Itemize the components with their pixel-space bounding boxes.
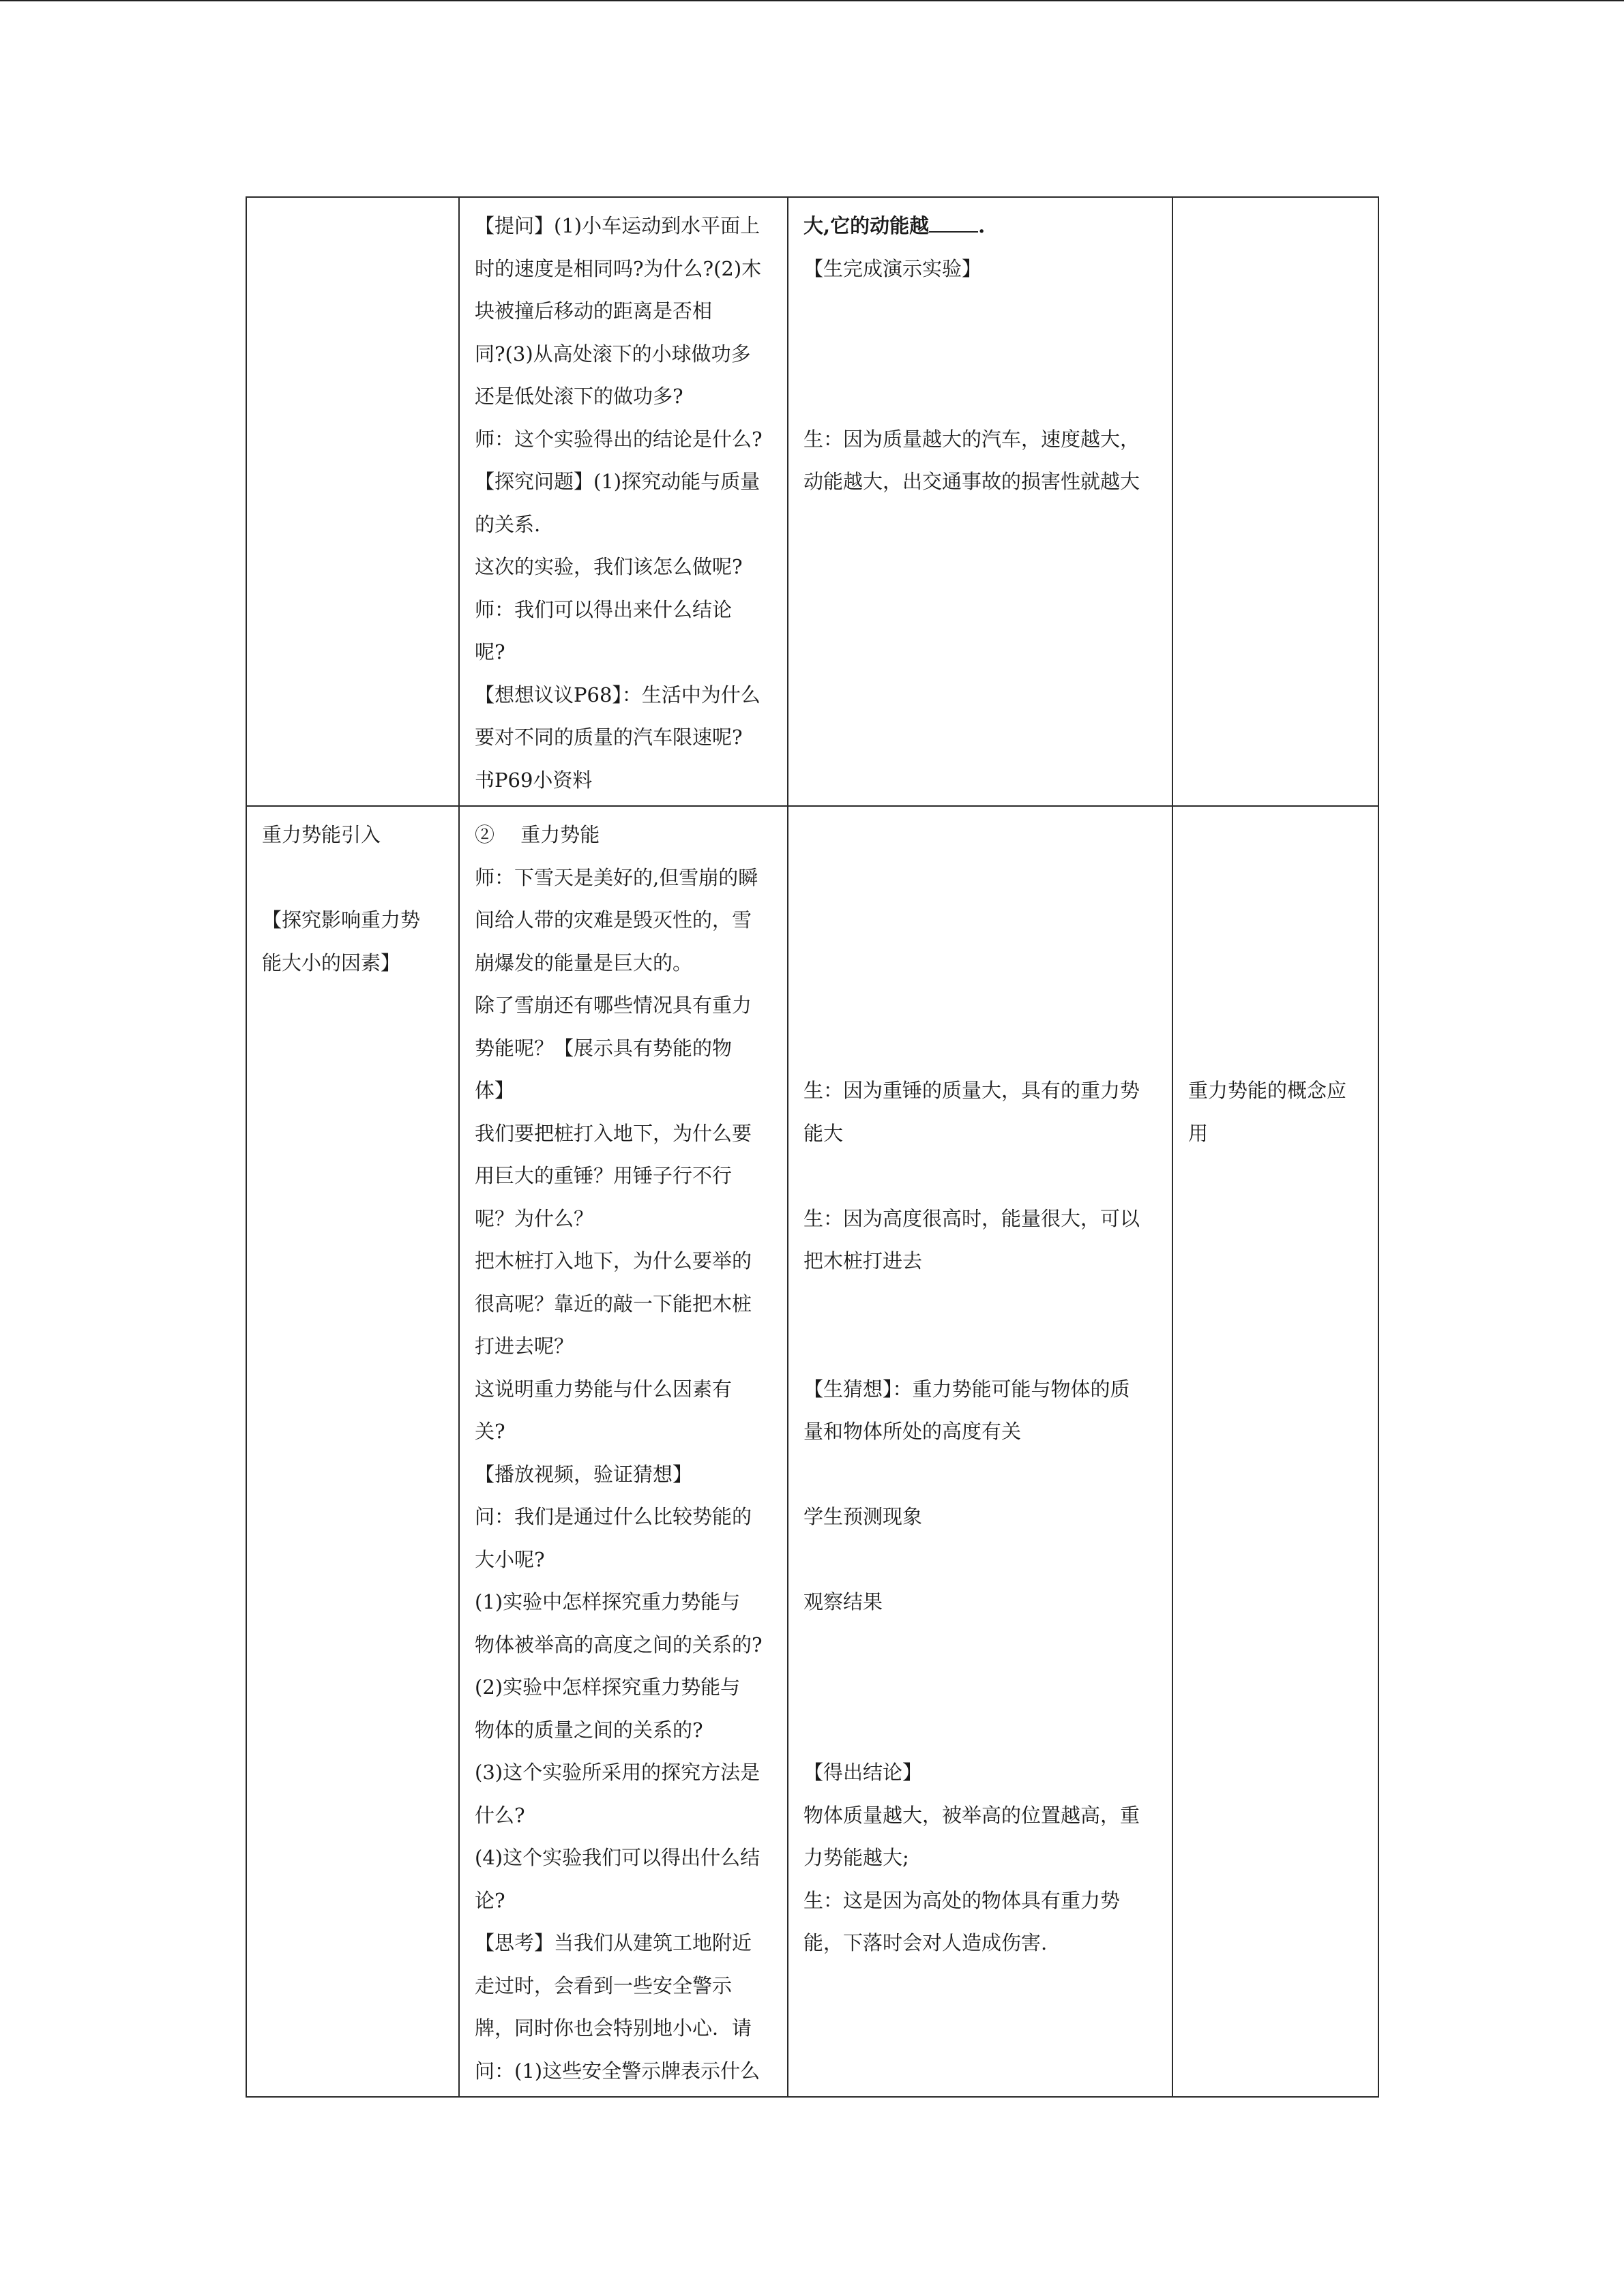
text-line: 【提问】(1)小车运动到水平面上 — [475, 214, 761, 237]
text-line: 打进去呢？ — [475, 1335, 574, 1358]
spacer — [803, 814, 1157, 856]
text-line: 能，下落时会对人造成伤害. — [803, 1931, 1048, 1954]
text-line: 生：因为质量越大的汽车，速度越大， — [803, 427, 1140, 451]
text-line: 势能呢？【展示具有势能的物 — [475, 1036, 733, 1060]
lesson-plan-table — [246, 196, 1379, 2098]
row2-intent-cell — [1172, 806, 1378, 2097]
text-line: 的关系. — [475, 512, 541, 536]
text-line: 动能越大，出交通事故的损害性就越大 — [803, 470, 1140, 493]
text-line: 问：我们是通过什么比较势能的 — [475, 1505, 752, 1528]
spacer — [803, 1709, 1157, 1752]
spacer — [262, 856, 443, 899]
text-line: 这次的实验，我们该怎么做呢? — [475, 555, 743, 578]
table-row — [246, 806, 1378, 2097]
text-line: 用巨大的重锤？用锤子行不行 — [475, 1164, 733, 1187]
text-line: 量和物体所处的高度有关 — [803, 1420, 1022, 1443]
text-line: ② 重力势能 — [475, 823, 600, 846]
text-line: 重力势能引入 — [262, 823, 381, 846]
row1-stage-cell — [246, 197, 459, 806]
text-line: 观察结果 — [803, 1590, 883, 1613]
text-line: 把木桩打入地下，为什么要举的 — [475, 1249, 752, 1272]
text-line: 用 — [1188, 1121, 1209, 1145]
text-line: 崩爆发的能量是巨大的。 — [475, 951, 693, 974]
text-line: 能大小的因素】 — [262, 951, 401, 974]
fill-in-line — [803, 205, 1157, 248]
spacer — [803, 1538, 1157, 1581]
text-line: 除了雪崩还有哪些情况具有重力 — [475, 994, 752, 1017]
text-line: 师：我们可以得出来什么结论 — [475, 597, 733, 621]
row1-teacher-activity-cell — [459, 197, 788, 806]
text-line: 同?(3)从高处滚下的小球做功多 — [475, 342, 751, 366]
text-line: (2)实验中怎样探究重力势能与 — [475, 1675, 741, 1699]
spacer — [1188, 984, 1363, 1027]
spacer — [803, 1154, 1157, 1197]
spacer — [803, 1027, 1157, 1070]
text-line: 【探究问题】(1)探究动能与质量 — [475, 470, 761, 493]
spacer — [803, 1624, 1157, 1667]
text-line: 师：这个实验得出的结论是什么? — [475, 427, 763, 451]
spacer — [803, 942, 1157, 985]
spacer — [1188, 1027, 1363, 1070]
text-line: 【探究影响重力势 — [262, 908, 421, 931]
text-line: 【生猜想】：重力势能可能与物体的质 — [803, 1377, 1130, 1401]
row2-student-activity-cell — [788, 806, 1172, 2097]
text-line: 这说明重力势能与什么因素有 — [475, 1377, 733, 1401]
text-line: 生：这是因为高处的物体具有重力势 — [803, 1888, 1121, 1912]
text-line: 【想想议议P68】：生活中为什么 — [475, 683, 761, 706]
spacer — [1188, 899, 1363, 942]
text-line: 学生预测现象 — [803, 1505, 923, 1528]
text-line: (1)实验中怎样探究重力势能与 — [475, 1590, 741, 1613]
text-line: 块被撞后移动的距离是否相 — [475, 299, 713, 323]
text-line: 体】 — [475, 1079, 515, 1102]
text-line: 时的速度是相同吗?为什么?(2)木 — [475, 256, 762, 280]
text-line: 重力势能的概念应 — [1188, 1079, 1347, 1102]
spacer — [1188, 814, 1363, 856]
text-line: (4)这个实验我们可以得出什么结 — [475, 1846, 761, 1869]
text-line: 呢？为什么？ — [475, 1206, 594, 1230]
text-line: 大小呢? — [475, 1547, 545, 1571]
text-line: 能大 — [803, 1121, 844, 1145]
spacer — [1188, 942, 1363, 985]
text-line: 【生完成演示实验】 — [803, 256, 982, 280]
fill-in-text: 大,它的动能越 — [803, 214, 930, 237]
text-line: 走过时，会看到一些安全警示 — [475, 1973, 733, 1997]
spacer — [803, 375, 1157, 418]
text-line: 【得出结论】 — [803, 1761, 923, 1784]
spacer — [803, 333, 1157, 376]
text-line: 物体的质量之间的关系的? — [475, 1718, 703, 1742]
spacer — [803, 1666, 1157, 1709]
table-row — [246, 197, 1378, 806]
text-line: 还是低处滚下的做功多? — [475, 385, 683, 408]
spacer — [1188, 856, 1363, 899]
text-line: 力势能越大; — [803, 1846, 909, 1869]
row2-stage-cell — [246, 806, 459, 2097]
spacer — [803, 899, 1157, 942]
text-line: 要对不同的质量的汽车限速呢? — [475, 726, 743, 749]
spacer — [803, 1283, 1157, 1326]
fill-in-blank — [929, 215, 978, 233]
text-line: 论? — [475, 1888, 505, 1912]
spacer — [803, 1453, 1157, 1496]
text-line: 【思考】当我们从建筑工地附近 — [475, 1931, 752, 1954]
text-line: 书P69小资料 — [475, 768, 593, 792]
text-line: 什么? — [475, 1803, 525, 1827]
row1-intent-cell — [1172, 197, 1378, 806]
spacer — [803, 984, 1157, 1027]
spacer — [803, 856, 1157, 899]
text-line: 把木桩打进去 — [803, 1249, 923, 1272]
top-border-line — [0, 0, 1624, 1]
text-line: 物体质量越大，被举高的位置越高，重 — [803, 1803, 1140, 1827]
text-line: 我们要把桩打入地下，为什么要 — [475, 1121, 752, 1145]
spacer — [803, 290, 1157, 333]
row1-student-activity-cell — [788, 197, 1172, 806]
text-line: 很高呢？靠近的敲一下能把木桩 — [475, 1292, 752, 1315]
text-line: 物体被举高的高度之间的关系的? — [475, 1632, 763, 1656]
text-line: 生：因为高度很高时，能量很大，可以 — [803, 1206, 1140, 1230]
text-line: (3)这个实验所采用的探究方法是 — [475, 1761, 761, 1784]
text-line: 关? — [475, 1420, 505, 1443]
text-line: 间给人带的灾难是毁灭性的，雪 — [475, 908, 752, 931]
text-line: 问：(1)这些安全警示牌表示什么 — [475, 2059, 761, 2083]
text-line: 师：下雪天是美好的,但雪崩的瞬 — [475, 865, 758, 889]
row2-teacher-activity-cell — [459, 806, 788, 2097]
text-line: 牌，同时你也会特别地小心．请 — [475, 2016, 752, 2040]
fill-in-period: . — [978, 214, 986, 237]
spacer — [803, 1325, 1157, 1368]
text-line: 呢? — [475, 640, 505, 664]
text-line: 【播放视频，验证猜想】 — [475, 1462, 693, 1486]
text-line: 生：因为重锤的质量大，具有的重力势 — [803, 1079, 1140, 1102]
